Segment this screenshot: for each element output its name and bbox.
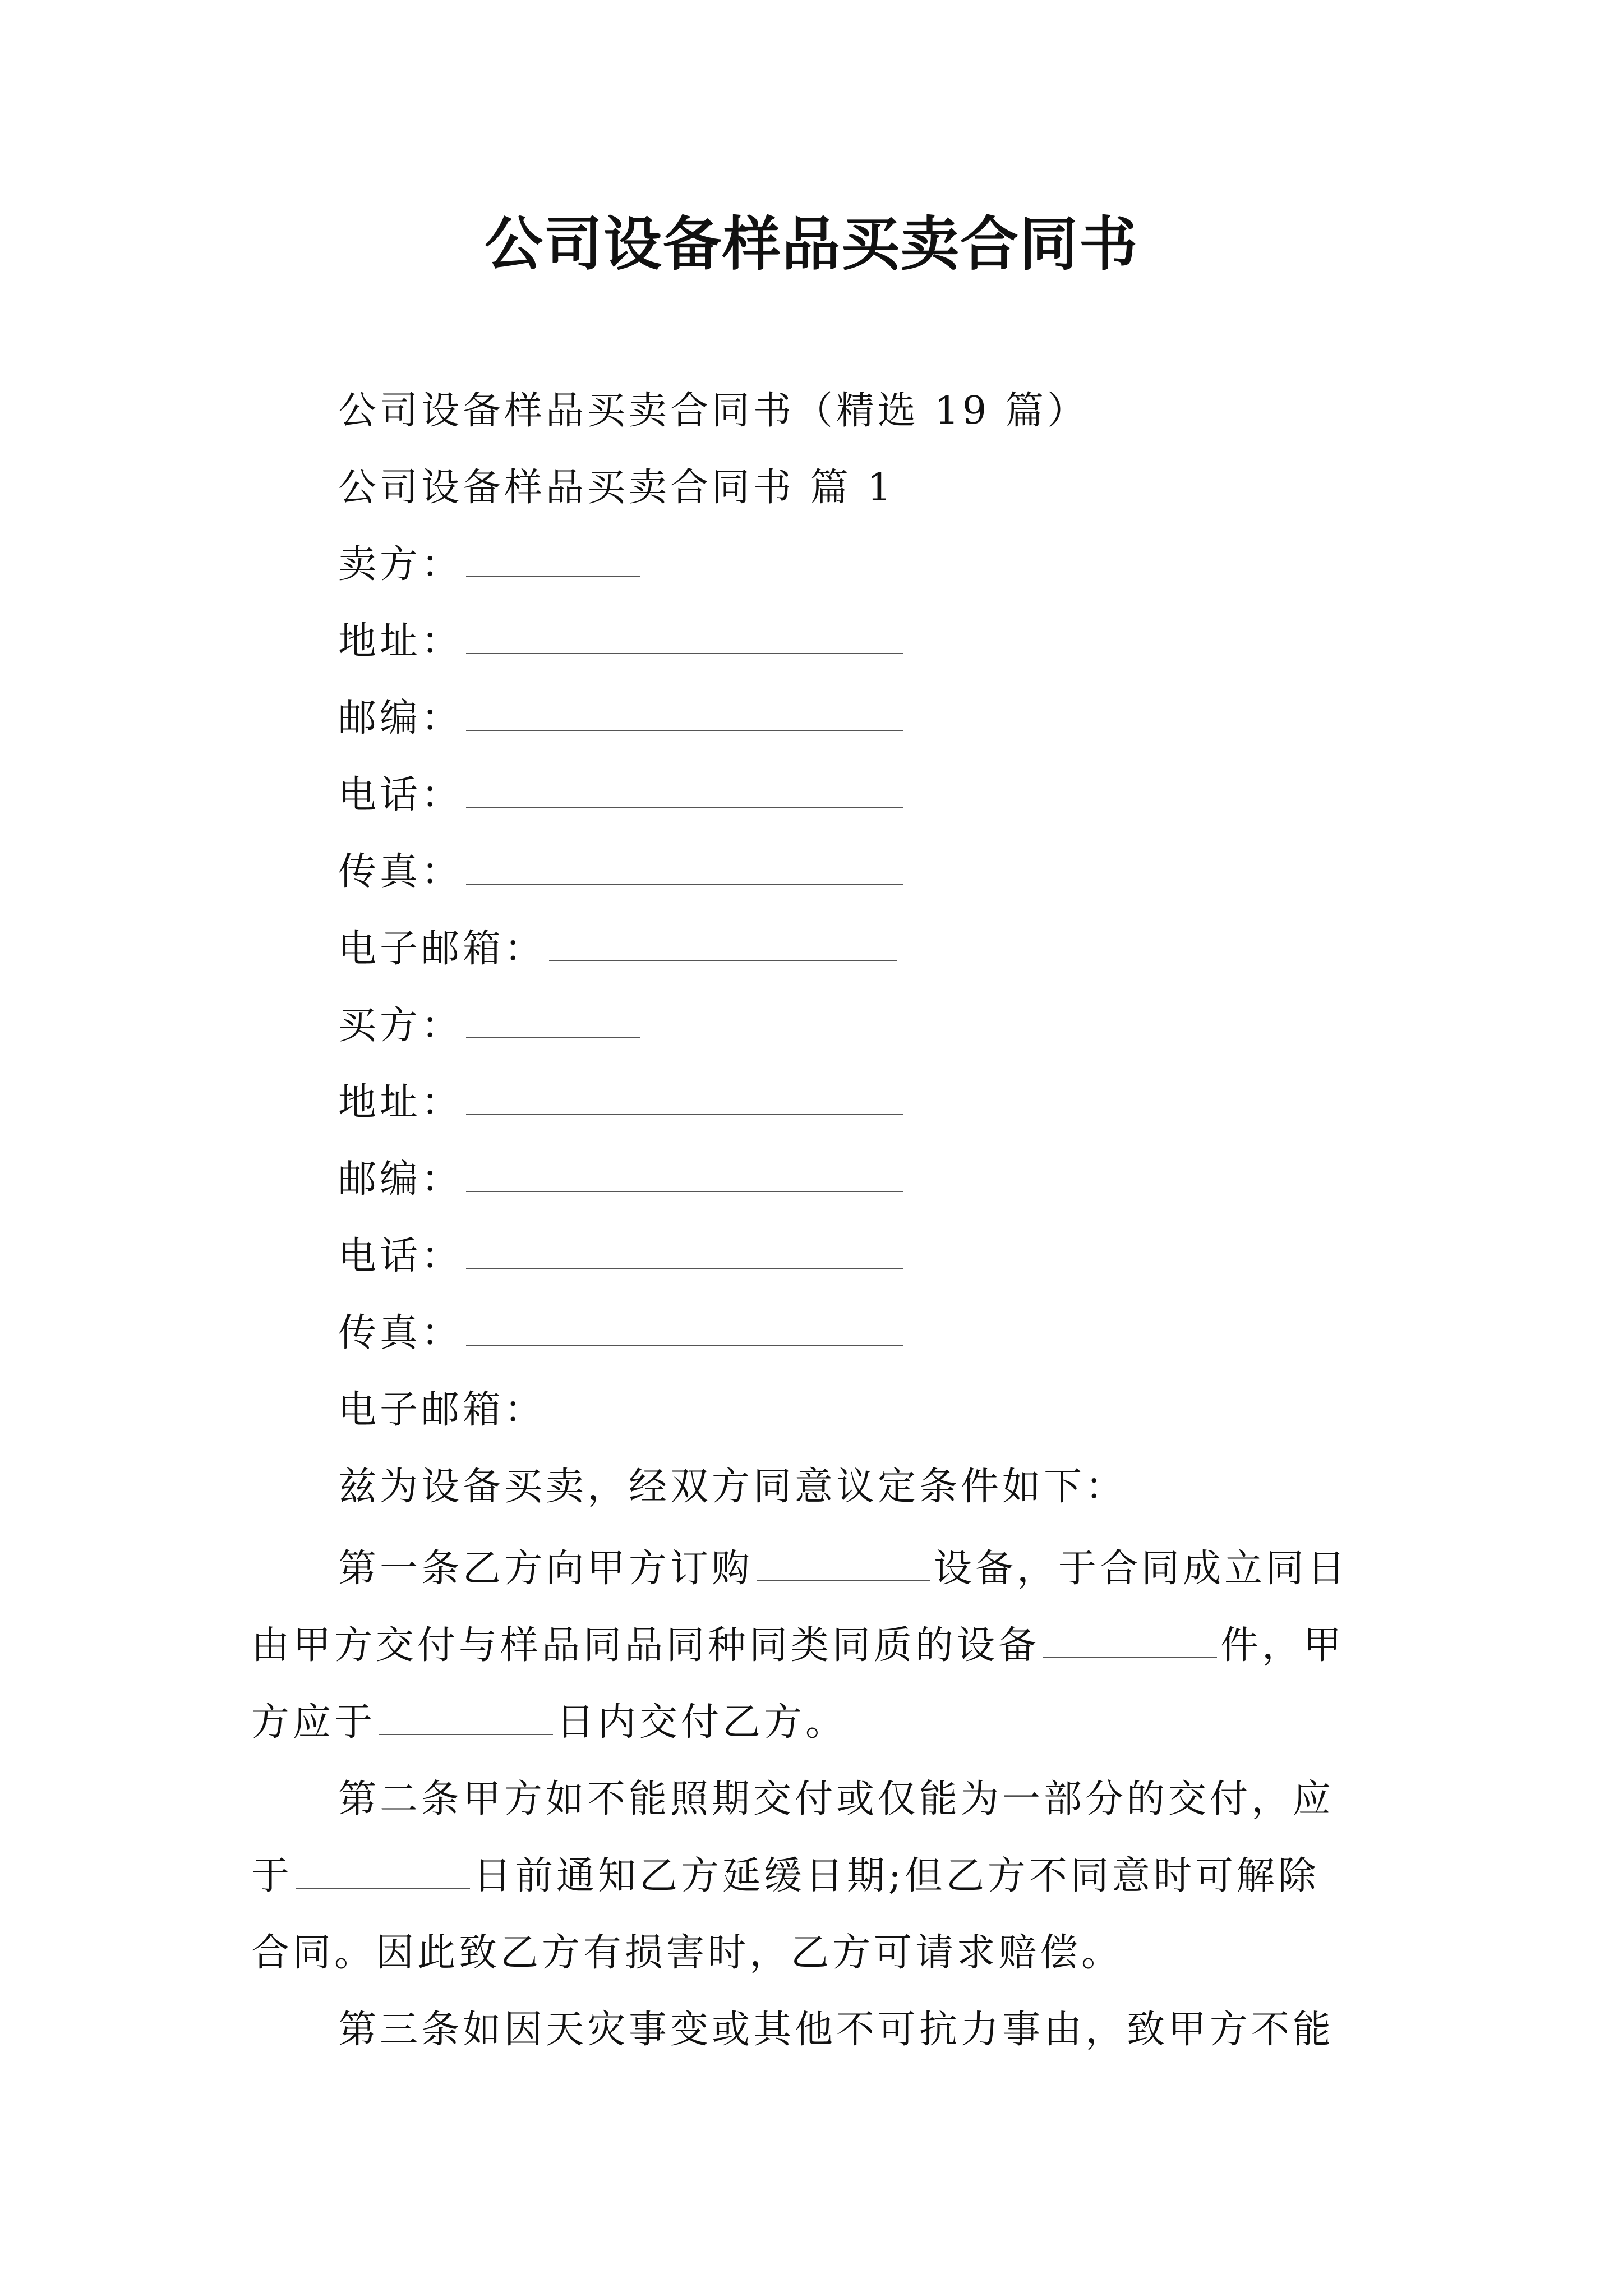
seller-postcode-row bbox=[338, 688, 907, 749]
buyer-fax-row bbox=[338, 1303, 907, 1364]
seller-phone-blank[interactable] bbox=[466, 806, 903, 808]
seller-email-row bbox=[338, 918, 900, 980]
seller-address-row bbox=[338, 611, 907, 673]
article-3-line-1: 第三条如因天灾事变或其他不可抗力事由，致甲方不能 bbox=[338, 2008, 1335, 2052]
article-1-line-2 bbox=[251, 1607, 1384, 1684]
article-1-text-d: 件，甲 bbox=[1220, 1623, 1345, 1668]
seller-address-label: 地址： bbox=[338, 619, 463, 664]
document-subtitle: 公司设备样品买卖合同书（精选 19 篇） bbox=[338, 389, 1089, 433]
article-1-line-3 bbox=[251, 1684, 1384, 1761]
buyer-postcode-row bbox=[338, 1149, 907, 1211]
buyer-phone-blank[interactable] bbox=[466, 1267, 903, 1269]
article-1 bbox=[251, 1530, 1384, 1761]
buyer-postcode-label: 邮编： bbox=[338, 1157, 463, 1202]
article-2-text-a: 于 bbox=[251, 1854, 293, 1898]
document-title: 公司设备样品买卖合同书 bbox=[484, 209, 1138, 278]
article-1-equipment-blank[interactable] bbox=[757, 1580, 930, 1581]
buyer-postcode-blank[interactable] bbox=[466, 1190, 903, 1192]
seller-email-label: 电子邮箱： bbox=[338, 927, 546, 971]
article-2 bbox=[251, 1761, 1384, 1991]
seller-fax-label: 传真： bbox=[338, 850, 463, 894]
article-2-line-2 bbox=[251, 1838, 1384, 1915]
article-2-line-1: 第二条甲方如不能照期交付或仅能为一部分的交付，应 bbox=[338, 1777, 1335, 1821]
buyer-fax-blank[interactable] bbox=[466, 1344, 903, 1346]
buyer-address-label: 地址： bbox=[338, 1080, 463, 1125]
buyer-label: 买方： bbox=[338, 1004, 463, 1048]
article-3 bbox=[251, 1991, 1384, 2068]
article-1-line-1 bbox=[251, 1530, 1384, 1607]
intro-paragraph: 兹为设备买卖，经双方同意议定条件如下： bbox=[338, 1465, 1127, 1509]
seller-row bbox=[338, 534, 643, 596]
buyer-email-label: 电子邮箱： bbox=[338, 1388, 546, 1432]
buyer-email-row bbox=[338, 1379, 546, 1441]
article-2-date-blank[interactable] bbox=[296, 1887, 470, 1889]
seller-phone-label: 电话： bbox=[338, 773, 463, 817]
seller-phone-row bbox=[338, 765, 907, 826]
article-1-text-a: 第一条乙方向甲方订购 bbox=[338, 1547, 754, 1591]
article-1-days-blank[interactable] bbox=[379, 1733, 553, 1735]
seller-label: 卖方： bbox=[338, 542, 463, 587]
article-2-text-b: 日前通知乙方延缓日期;但乙方不同意时可解除 bbox=[473, 1854, 1320, 1898]
seller-email-blank[interactable] bbox=[549, 960, 897, 961]
buyer-phone-row bbox=[338, 1226, 907, 1287]
seller-fax-row bbox=[338, 841, 907, 903]
article-1-text-f: 日内交付乙方。 bbox=[556, 1700, 847, 1745]
seller-address-blank[interactable] bbox=[466, 652, 903, 654]
buyer-address-row bbox=[338, 1072, 907, 1134]
article-1-quantity-blank[interactable] bbox=[1043, 1657, 1217, 1658]
seller-postcode-label: 邮编： bbox=[338, 696, 463, 740]
buyer-phone-label: 电话： bbox=[338, 1234, 463, 1278]
seller-postcode-blank[interactable] bbox=[466, 729, 903, 731]
article-2-line-3: 合同。因此致乙方有损害时，乙方可请求赔偿。 bbox=[251, 1931, 1123, 1975]
buyer-fax-label: 传真： bbox=[338, 1311, 463, 1355]
seller-fax-blank[interactable] bbox=[466, 883, 903, 885]
buyer-address-blank[interactable] bbox=[466, 1114, 903, 1115]
buyer-row bbox=[338, 995, 643, 1057]
section-heading: 公司设备样品买卖合同书 篇 1 bbox=[338, 466, 895, 510]
article-1-text-b: 设备，于合同成立同日 bbox=[934, 1547, 1349, 1591]
buyer-blank[interactable] bbox=[466, 1037, 640, 1038]
article-1-text-e: 方应于 bbox=[251, 1700, 376, 1745]
seller-blank[interactable] bbox=[466, 576, 640, 577]
article-1-text-c: 由甲方交付与样品同品同种同类同质的设备 bbox=[251, 1623, 1040, 1668]
